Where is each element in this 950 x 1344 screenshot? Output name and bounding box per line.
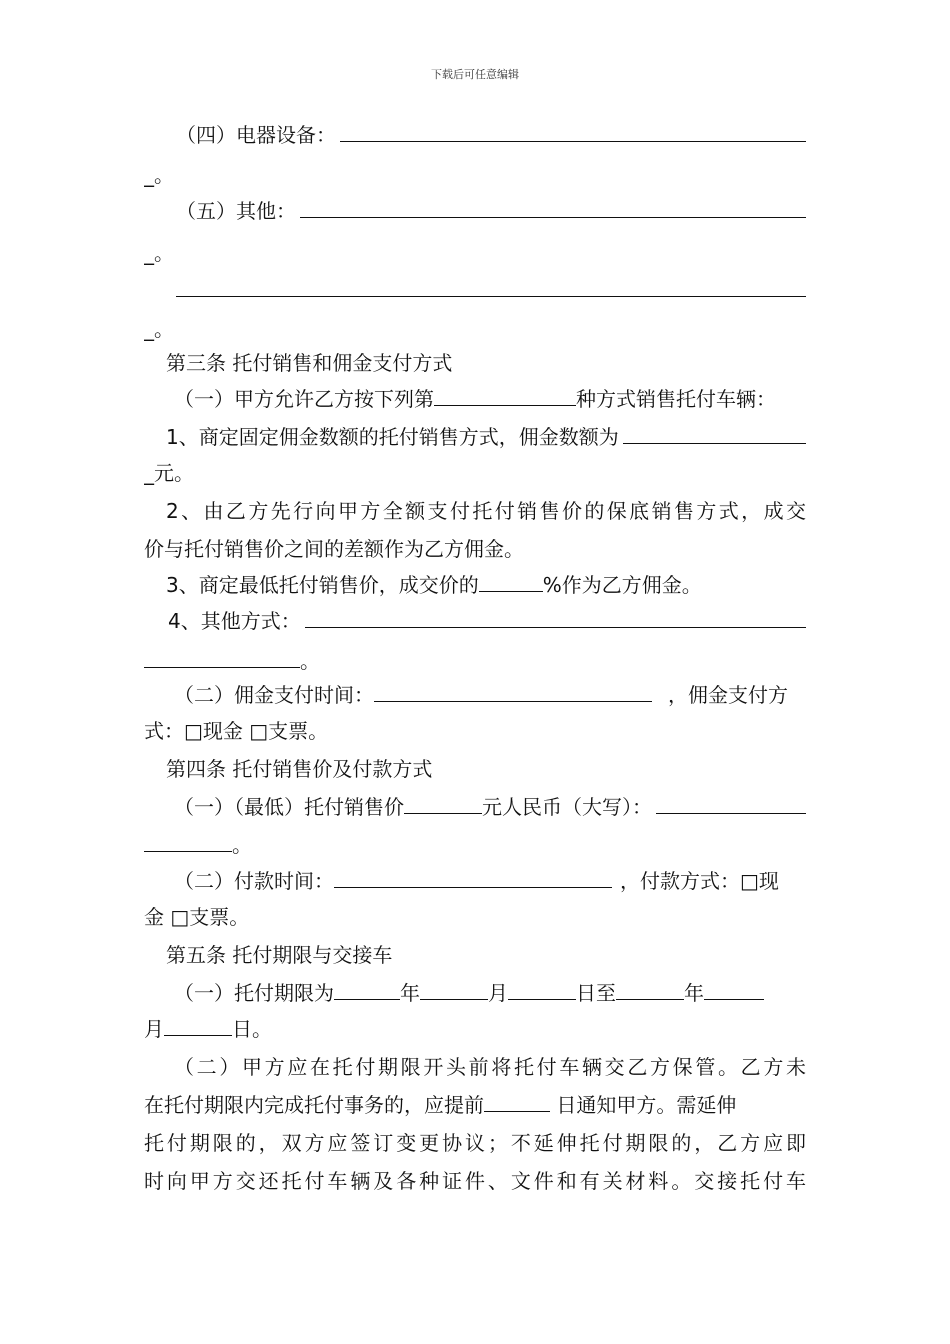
blank-field[interactable]: [374, 677, 652, 702]
blank-field[interactable]: [479, 567, 543, 592]
line-handover: （二）甲方应在托付期限开头前将托付车辆交乙方保管。乙方未: [174, 1055, 806, 1079]
line-end: _。: [144, 241, 174, 265]
blank-field[interactable]: [305, 603, 806, 628]
blank-field[interactable]: [164, 1011, 232, 1036]
line-method-1: 1、商定固定佣金数额的托付销售方式，佣金数额为: [144, 418, 806, 456]
line-electric: （四）电器设备：: [144, 116, 806, 154]
blank-field[interactable]: [300, 193, 806, 218]
blank-field[interactable]: [404, 789, 482, 814]
blank-field[interactable]: [420, 975, 488, 1000]
line-end: _。: [144, 163, 174, 187]
line-handover-cont: 在托付期限内完成托付事务的，应提前 日通知甲方。需延伸: [144, 1086, 806, 1124]
article-3-title: 第三条 托付销售和佣金支付方式: [166, 351, 453, 375]
line-commission-time: （二）佣金支付时间： ，佣金支付方: [144, 676, 806, 714]
blank-field[interactable]: [616, 975, 684, 1000]
blank-field[interactable]: [144, 643, 300, 668]
blank-field[interactable]: [334, 863, 612, 888]
article-4-title: 第四条 托付销售价及付款方式: [166, 757, 433, 781]
blank-field[interactable]: [434, 381, 576, 406]
line-payment-method: 金 □支票。: [144, 905, 250, 929]
blank-field[interactable]: [484, 1087, 550, 1112]
line-other: （五）其他：: [144, 192, 806, 230]
line-end: 。: [144, 642, 806, 680]
line-end: _。: [144, 317, 174, 341]
line-period: （一）托付期限为 年 月 日至 年: [144, 974, 806, 1012]
blank-field[interactable]: [144, 827, 232, 852]
line-method-3: 3、商定最低托付销售价，成交价的 %作为乙方佣金。: [144, 566, 806, 604]
page-header: 下载后可任意编辑: [431, 68, 519, 81]
line-method-2: 2、由乙方先行向甲方全额支付托付销售价的保底销售方式，成交: [166, 499, 806, 523]
line-handover-cont: 托付期限的，双方应签订变更协议；不延伸托付期限的，乙方应即: [144, 1131, 806, 1155]
line-method-2-cont: 价与托付销售价之间的差额作为乙方佣金。: [144, 537, 524, 561]
line-period-cont: 月 日。: [144, 1010, 806, 1048]
blank-field[interactable]: [334, 975, 400, 1000]
line-method-select: （一）甲方允许乙方按下列第 种方式销售托付车辆：: [144, 380, 806, 418]
line-end: 。: [144, 826, 806, 864]
line-min-price: （一）（最低）托付销售价 元人民币（大写）：: [144, 788, 806, 826]
blank-field[interactable]: [623, 419, 806, 444]
blank-field[interactable]: [176, 272, 806, 297]
line-method-4: 4、其他方式：: [144, 602, 806, 640]
blank-field[interactable]: [340, 117, 806, 142]
article-5-title: 第五条 托付期限与交接车: [166, 943, 393, 967]
line-blank-only: [144, 272, 806, 310]
line-handover-cont: 时向甲方交还托付车辆及各种证件、文件和有关材料。交接托付车: [144, 1169, 806, 1193]
blank-field[interactable]: [704, 975, 764, 1000]
blank-field[interactable]: [508, 975, 576, 1000]
line-commission-method: 式：□现金 □支票。: [144, 719, 329, 743]
blank-field[interactable]: [656, 789, 806, 814]
line-end: _元。: [144, 461, 194, 485]
line-payment-time: （二）付款时间： ，付款方式：□现: [144, 862, 806, 900]
